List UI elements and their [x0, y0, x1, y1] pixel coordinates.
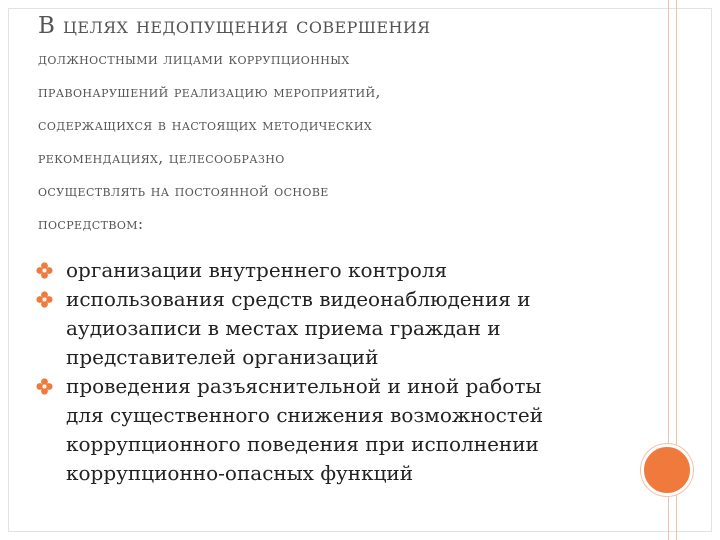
bullet-item	[30, 372, 650, 488]
bullet-line: организации внутреннего контроля	[66, 258, 448, 282]
flower-bullet-icon	[36, 291, 53, 308]
title-line: содержащихся в настоящих методических	[38, 116, 373, 134]
title-line: В целях недопущения совершения	[38, 13, 431, 39]
title-line: должностными лицами коррупционных	[38, 50, 350, 68]
title-line: посредством:	[38, 215, 144, 233]
bullet-line: проведения разъяснительной и иной работы	[66, 374, 542, 398]
title-line: осуществлять на постоянной основе	[38, 182, 329, 200]
bullet-line: представителей организаций	[66, 345, 379, 369]
slide-title	[38, 10, 638, 241]
title-line: рекомендациях, целесообразно	[38, 149, 285, 167]
bullet-item	[30, 256, 650, 285]
bullet-list	[30, 256, 650, 488]
bullet-item	[30, 285, 650, 372]
bullet-line: для существенного снижения возможностей	[66, 403, 544, 427]
title-line: правонарушений реализацию мероприятий,	[38, 83, 381, 101]
bullet-line: использования средств видеонаблюдения и	[66, 287, 531, 311]
bullet-line: аудиозаписи в местах приема граждан и	[66, 316, 501, 340]
flower-bullet-icon	[36, 378, 53, 395]
flower-bullet-icon	[36, 262, 53, 279]
bullet-line: коррупционного поведения при исполнении	[66, 432, 539, 456]
bullet-line: коррупционно-опасных функций	[66, 461, 414, 485]
